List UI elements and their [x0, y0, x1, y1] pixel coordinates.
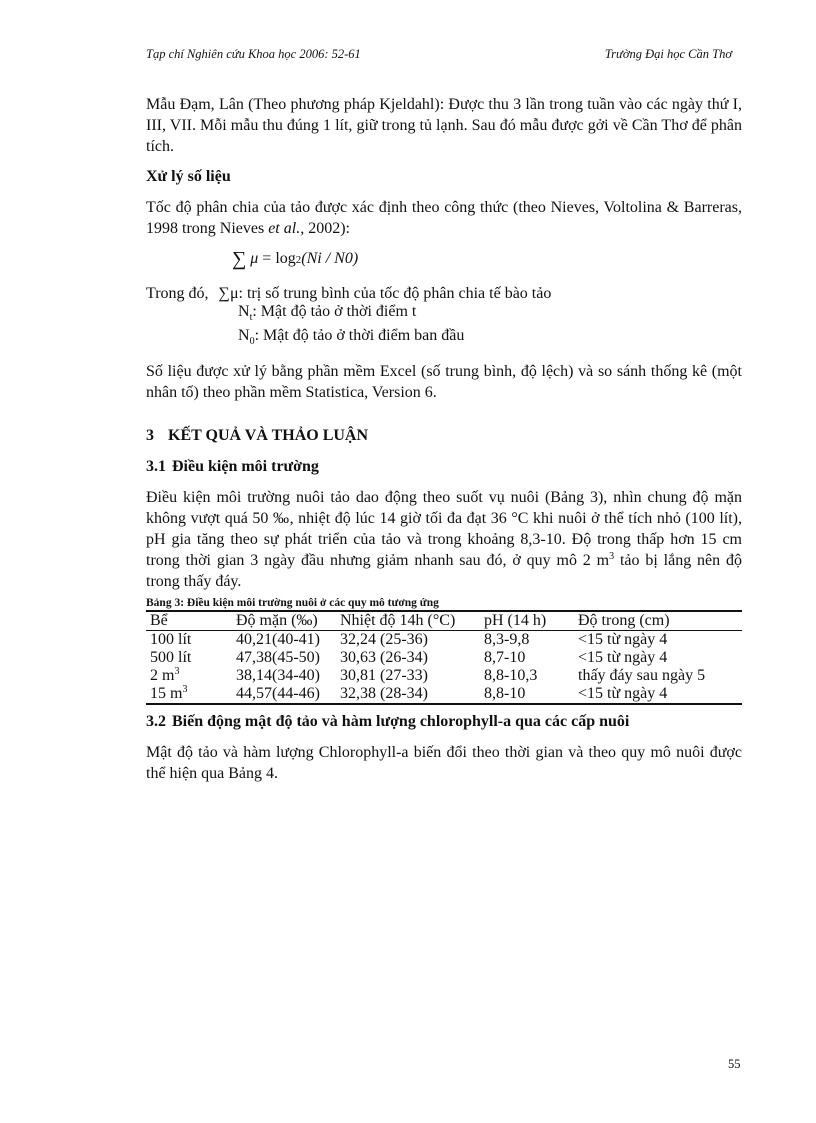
table-row — [146, 631, 742, 650]
cell-ph: 8,3-9,8 — [484, 631, 530, 649]
col-header-salinity: Độ mặn (‰) — [236, 612, 318, 630]
running-header — [146, 47, 732, 67]
table-row — [146, 685, 742, 704]
cell-be — [146, 631, 232, 650]
subsection-3-2-heading — [146, 711, 742, 732]
cell-ph: 8,8-10 — [484, 685, 526, 703]
table-3-caption: Bảng 3: Điều kiện môi trường nuôi ở các quy mô tương ứng — [146, 597, 439, 610]
cell-transparency: <15 từ ngày 4 — [578, 631, 668, 649]
cell-salinity: 44,57(44-46) — [236, 685, 320, 703]
environment-text-end: tảo bị lắng nên độ trong thấy đáy. — [146, 552, 742, 591]
cell-be — [146, 649, 232, 667]
definition-prefix: Trong đó, — [146, 285, 209, 302]
cell-be — [146, 667, 232, 685]
cell-salinity: 40,21(40-41) — [236, 631, 320, 649]
table-3 — [146, 610, 742, 705]
cell-temperature: 32,38 (28-34) — [340, 685, 428, 703]
cell-be-text: 100 lít — [150, 631, 192, 649]
growth-rate-formula — [232, 247, 742, 271]
heading-data-processing: Xử lý số liệu — [146, 168, 231, 185]
definition-nt — [146, 303, 742, 327]
subsection-3-2-number: 3.2 — [146, 713, 166, 731]
paragraph-sampling: Mẫu Đạm, Lân (Theo phương pháp Kjeldahl): Được thu 3 lần trong tuần vào các ngày thứ I, III, VII. Mỗi mẫu thu đúng 1 lít, giữ trong tủ lạnh. Sau đó mẫu được gởi về Cần Thơ để phân tích. — [146, 96, 742, 155]
paragraph-chlorophyll: Mật độ tảo và hàm lượng Chlorophyll-a biến đổi theo thời gian và theo quy mô nuôi được thể hiện qua Bảng 4. — [146, 744, 742, 783]
cell-be-text: 15 m — [150, 685, 183, 703]
cell-be-sup: 3 — [174, 666, 180, 678]
cell-be-sup: 3 — [182, 684, 188, 696]
citation-etal: et al., — [268, 220, 305, 237]
nt-subscript: t — [249, 312, 253, 324]
col-header-temperature: Nhiệt độ 14h (°C) — [340, 612, 456, 630]
cell-temperature: 30,81 (27-33) — [340, 667, 428, 685]
section-3-title: KẾT QUẢ VÀ THẢO LUẬN — [168, 427, 369, 445]
sum-symbol: ∑ — [232, 248, 247, 270]
cell-be-text: 2 m — [150, 667, 175, 685]
n0-symbol: N — [238, 327, 250, 345]
cell-temperature: 30,63 (26-34) — [340, 649, 428, 667]
definition-mu — [146, 285, 742, 303]
cell-be-text: 500 lít — [150, 649, 192, 667]
paragraph-growth-rate — [146, 197, 742, 239]
formula-log-base: 2 — [295, 254, 302, 266]
journal-name: Tạp chí Nghiên cứu Khoa học 2006: 52-61 — [146, 47, 361, 61]
cell-transparency: thấy đáy sau ngày 5 — [578, 667, 706, 685]
environment-sup: 3 — [609, 551, 615, 563]
cell-temperature: 32,24 (25-36) — [340, 631, 428, 649]
formula-log: = log — [258, 250, 296, 267]
subsection-3-1-heading — [146, 456, 742, 477]
growth-rate-text: Tốc độ phân chia của tảo được xác định theo công thức (theo Nieves, Voltolina & Barreras, 1998 trong Nieves — [146, 199, 742, 237]
col-header-transparency: Độ trong (cm) — [578, 612, 670, 630]
page-body — [146, 94, 742, 784]
section-3-heading — [146, 425, 742, 446]
subsection-3-2-title: Biến động mật độ tảo và hàm lượng chlorophyll-a qua các cấp nuôi — [172, 713, 630, 731]
environment-text: Điều kiện môi trường nuôi tảo dao động theo suốt vụ nuôi (Bảng 3), nhìn chung độ mặn không vượt quá 50 ‰, nhiệt độ lúc 14 giờ tối đa đạt 36 °C khi nuôi ở thể tích nhỏ (100 lít), pH gia tăng theo sự phát triển của tảo và trong khoảng 8,3-10. Độ trong thấp hơn 15 cm trong thời gian 3 ngày đầu nhưng giảm nhanh sau đó, ở quy mô 2 m — [146, 489, 742, 570]
n0-text: : Mật độ tảo ở thời điểm ban đầu — [254, 327, 465, 345]
cell-be — [146, 685, 232, 704]
formula-definitions — [146, 285, 742, 351]
cell-ph: 8,7-10 — [484, 649, 526, 667]
formula-args: (Ni / N0) — [301, 250, 359, 267]
table-header-row — [146, 611, 742, 631]
nt-symbol: N — [238, 303, 250, 320]
subsection-3-1-title: Điều kiện môi trường — [172, 458, 319, 476]
cell-ph: 8,8-10,3 — [484, 667, 538, 685]
cell-salinity: 38,14(34-40) — [236, 667, 320, 685]
paragraph-environment — [146, 487, 742, 592]
university-name: Trường Đại học Cần Thơ — [604, 47, 732, 61]
cell-transparency: <15 từ ngày 4 — [578, 685, 668, 703]
table-row — [146, 649, 742, 667]
subsection-3-1-number: 3.1 — [146, 458, 166, 476]
page-number: 55 — [728, 1057, 741, 1071]
growth-rate-year: 2002): — [304, 220, 350, 237]
col-header-ph: pH (14 h) — [484, 612, 547, 630]
nt-text: : Mật độ tảo ở thời điểm t — [252, 303, 417, 320]
table-row — [146, 667, 742, 685]
cell-salinity: 47,38(45-50) — [236, 649, 320, 667]
n0-subscript: 0 — [249, 336, 255, 348]
col-header-be: Bể — [150, 612, 168, 630]
definition-n0 — [146, 327, 742, 351]
cell-transparency: <15 từ ngày 4 — [578, 649, 668, 667]
mu-symbol: μ — [250, 250, 259, 267]
paragraph-statistics: Số liệu được xử lý bằng phần mềm Excel (số trung bình, độ lệch) và so sánh thống kê (một nhân tố) theo phần mềm Statistica, Version 6. — [146, 363, 742, 402]
definition-mu-text: ∑μ: trị số trung bình của tốc độ phân chia tế bào tảo — [218, 285, 552, 302]
section-3-number: 3 — [146, 427, 154, 445]
